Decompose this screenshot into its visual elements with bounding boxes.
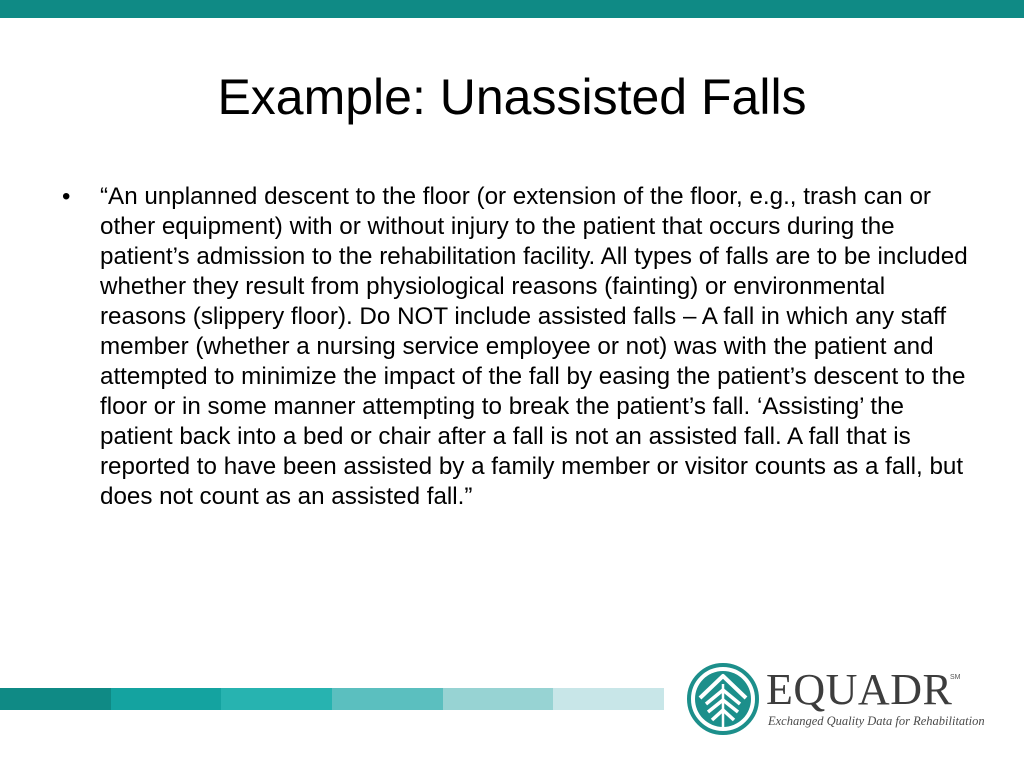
bottom-bar-segment: [443, 688, 554, 710]
bottom-bar-segment: [221, 688, 332, 710]
service-mark: SM: [950, 674, 961, 681]
equadr-logo: [686, 662, 985, 736]
logo-tagline: Exchanged Quality Data for Rehabilitation: [768, 714, 985, 728]
bullet-icon: •: [62, 183, 71, 210]
bullet-list: [62, 182, 972, 512]
bottom-bar-segment: [553, 688, 664, 710]
bullet-text: “An unplanned descent to the floor (or extension of the floor, e.g., trash can or other equipment) with or without injury to the patient that occurs during the patient’s admission to the rehabilitation facility. All types of falls are to be included whether they result from physiological reasons (fainting) or environmental reasons (slippery floor). Do NOT include assisted falls – A fall in which any staff member (whether a nursing service employee or not) was with the patient and attempted to minimize the impact of the fall by easing the patient’s descent to the floor or in some manner attempting to break the patient’s fall. ‘Assisting’ the patient back into a bed or chair after a fall is not an assisted fall. A fall that is reported to have been assisted by a family member or visitor counts as a fall, but does not count as an assisted fall.”: [100, 183, 968, 510]
logo-wordmark: EQUADR: [766, 665, 953, 714]
top-accent-bar: [0, 0, 1024, 18]
bottom-bar-segment: [332, 688, 443, 710]
slide-title: Example: Unassisted Falls: [217, 69, 807, 125]
bullet-item: [62, 182, 972, 512]
building-globe-icon: [686, 662, 760, 736]
bottom-accent-bar: [0, 688, 664, 710]
bottom-bar-segment: [0, 688, 111, 710]
bottom-bar-segment: [111, 688, 222, 710]
